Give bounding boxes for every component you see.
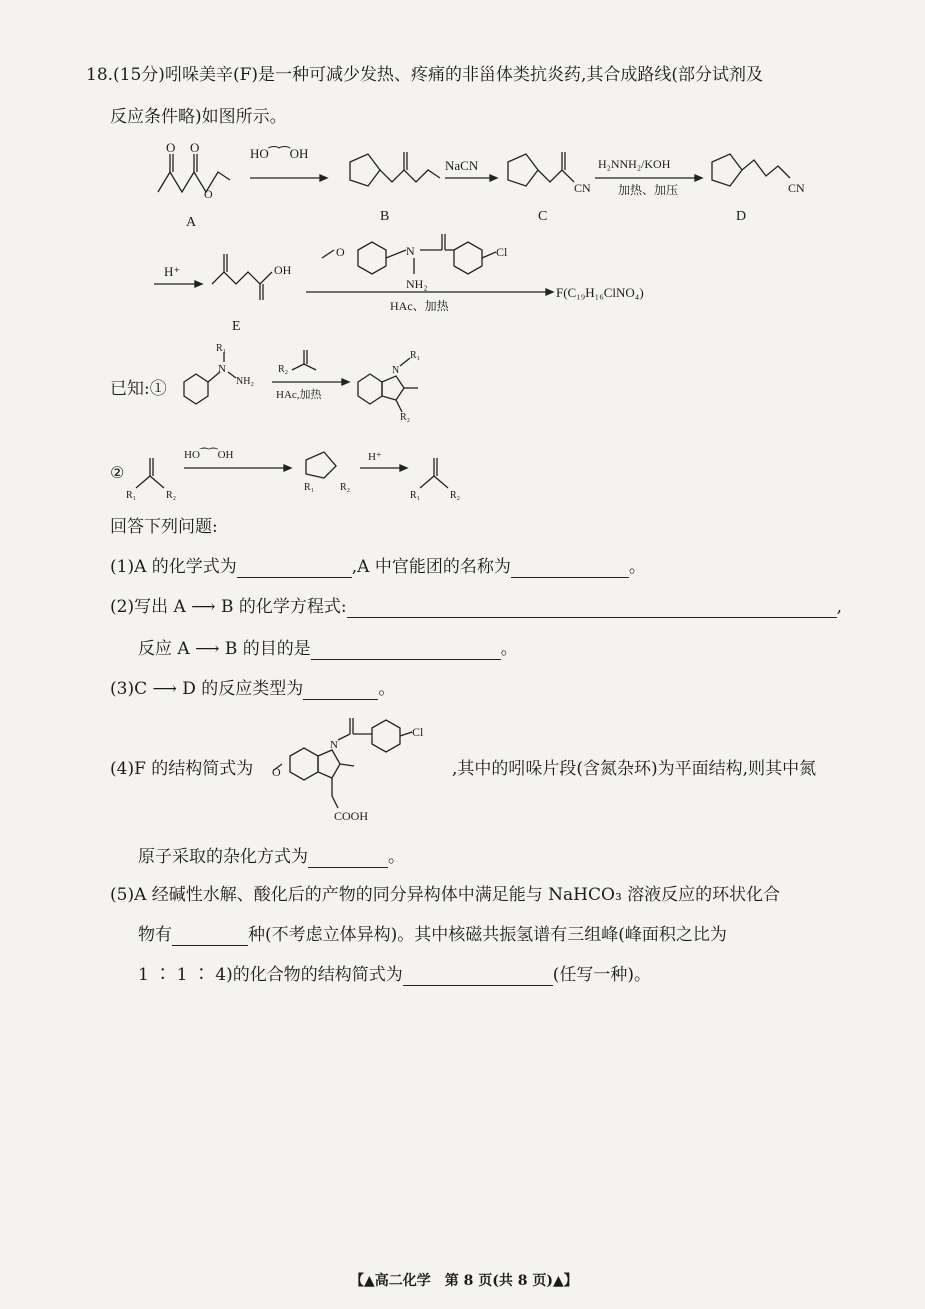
- c-cn: CN: [574, 181, 591, 195]
- blank-q5-structure[interactable]: [403, 967, 553, 986]
- reagent-nh2: NH₂: [406, 277, 428, 291]
- product-f: F(C₁₉H₁₆ClNO₄): [556, 285, 644, 300]
- question-number: 18.: [86, 65, 114, 85]
- blank-q2-equation[interactable]: [347, 599, 837, 618]
- known2-r1a: R₁: [126, 490, 137, 501]
- reagent-3-top: H₂NNH₂/KOH: [598, 157, 671, 171]
- reagent-cl: Cl: [496, 245, 508, 259]
- question-2b: 反应 A ⟶ B 的目的是 。: [138, 639, 518, 659]
- known1-nh2: NH₂: [236, 376, 254, 387]
- synthesis-row-1: [140, 140, 820, 240]
- blank-q1-formula[interactable]: [237, 559, 352, 578]
- f-cooh: COOH: [334, 809, 369, 823]
- question-4a: (4)F 的结构简式为: [110, 759, 254, 779]
- known2-reagent: HO⁀⁀OH: [184, 449, 234, 461]
- f-cl: Cl: [412, 725, 424, 739]
- question-points: (15分): [113, 65, 165, 85]
- known1-n: N: [218, 363, 226, 375]
- answer-prompt: 回答下列问题:: [110, 517, 218, 537]
- question-4b: ,其中的吲哚片段(含氮杂环)为平面结构,则其中氮: [452, 759, 817, 779]
- known2-r1b: R₁: [304, 482, 315, 493]
- label-c: C: [538, 209, 548, 224]
- blank-q2-purpose[interactable]: [311, 641, 501, 660]
- known-reaction-1: [174, 342, 474, 422]
- e-oh: OH: [274, 263, 292, 277]
- compound-f-structure: [272, 712, 452, 832]
- d-cn: CN: [788, 181, 805, 195]
- blank-q5-count[interactable]: [172, 927, 248, 946]
- blank-q3-type[interactable]: [303, 681, 378, 700]
- known-prefix: 已知:①: [110, 379, 167, 399]
- page-footer: 【▲高二化学 第 8 页(共 8 页)▲】: [350, 1273, 578, 1289]
- reagent-5-bottom: HAc、加热: [390, 299, 449, 313]
- known2-r2b: R₂: [340, 482, 351, 493]
- label-b: B: [380, 209, 390, 224]
- reagent-n: N: [406, 244, 415, 258]
- question-3: (3)C ⟶ D 的反应类型为 。: [110, 679, 396, 699]
- known2-label: ②: [110, 465, 125, 482]
- question-intro-line1: 吲哚美辛(F)是一种可减少发热、疼痛的非甾体类抗炎药,其合成路线(部分试剂及: [164, 65, 764, 85]
- known-reaction-2: [110, 438, 490, 508]
- known2-r2c: R₂: [450, 490, 461, 501]
- blank-q4-hybridization[interactable]: [308, 849, 388, 868]
- reagent-2: NaCN: [445, 158, 479, 173]
- a-o-2: O: [190, 140, 200, 155]
- reagent-1: HO⁀⁀OH: [250, 146, 309, 161]
- hydrazine-reagent-structure: [322, 234, 508, 291]
- question-5c: 1 ∶ 1 ∶ 4)的化合物的结构简式为 (任写一种)。: [138, 965, 651, 985]
- compound-b-structure: [350, 152, 440, 186]
- question-2: (2)写出 A ⟶ B 的化学方程式: ,: [110, 597, 842, 617]
- compound-c-structure: [508, 152, 591, 195]
- a-o-1: O: [166, 140, 176, 155]
- reagent-o: O: [336, 245, 345, 259]
- reagent-3-bottom: 加热、加压: [618, 183, 679, 197]
- known1-r1: R₁: [216, 343, 227, 354]
- compound-a-structure: [158, 140, 230, 201]
- known1-r2b: R₂: [400, 412, 411, 422]
- label-e: E: [232, 319, 241, 334]
- label-d: D: [736, 209, 747, 224]
- known2-hplus: H⁺: [368, 451, 382, 463]
- f-n: N: [330, 739, 338, 751]
- f-o: O: [272, 765, 281, 779]
- compound-e-structure: [212, 254, 292, 300]
- question-intro-line2: 反应条件略)如图所示。: [110, 107, 287, 127]
- known1-cond: HAc,加热: [276, 389, 322, 401]
- label-a: A: [186, 215, 197, 230]
- a-o-3: O: [204, 187, 213, 201]
- known1-r1b: R₁: [410, 350, 421, 361]
- question-5b: 物有 种(不考虑立体异构)。其中核磁共振氢谱有三组峰(峰面积之比为: [138, 925, 727, 945]
- known1-r2-a: R₂: [278, 364, 289, 375]
- question-5a: (5)A 经碱性水解、酸化后的产物的同分异构体中满足能与 NaHCO₃ 溶液反应的环状化合: [110, 885, 781, 905]
- known2-r2a: R₂: [166, 490, 177, 501]
- question-1: (1)A 的化学式为 ,A 中官能团的名称为 。: [110, 557, 646, 577]
- synthesis-row-2: [150, 228, 690, 338]
- question-4c: 原子采取的杂化方式为 。: [138, 847, 405, 867]
- reagent-4: H⁺: [164, 264, 181, 279]
- compound-d-structure: [712, 154, 805, 195]
- question-header: [86, 64, 763, 86]
- known1-n2: N: [392, 365, 400, 376]
- blank-q1-functional-group[interactable]: [511, 559, 629, 578]
- known2-r1c: R₁: [410, 490, 421, 501]
